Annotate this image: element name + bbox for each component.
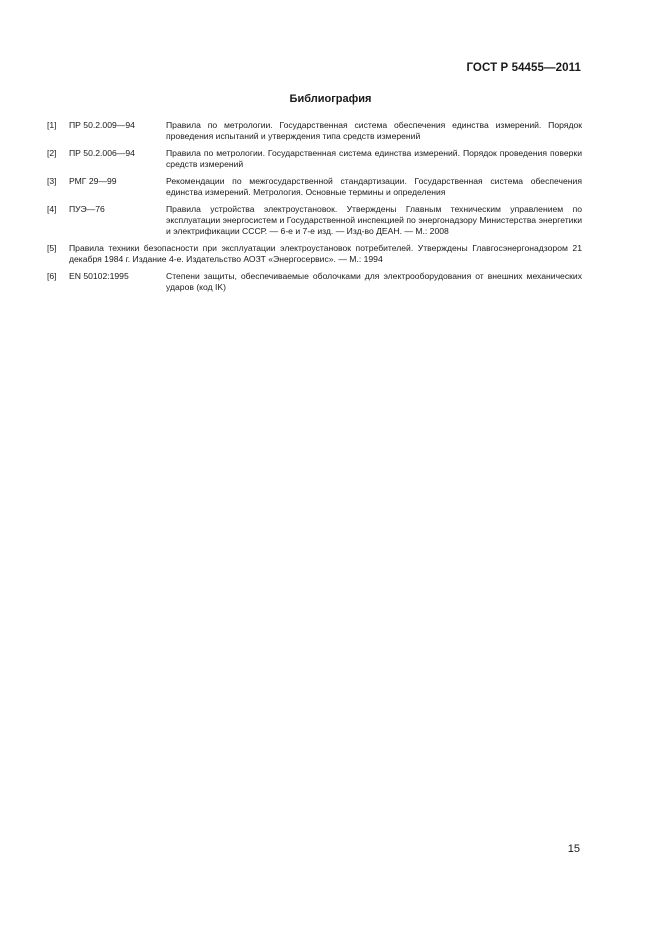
entry-text: Рекомендации по межгосударственной стандартизации. Государственная система обеспечения единства измерений. Метрология. Основные термины и определения	[166, 176, 582, 197]
entry-text: Степени защиты, обеспечиваемые оболочками для электрооборудования от внешних механических ударов (код IK)	[166, 271, 582, 292]
entry-code: РМГ 29—99	[69, 176, 117, 186]
bibliography-entry-5	[47, 243, 582, 265]
entry-number: [3]	[47, 176, 57, 186]
bibliography-entry-2	[47, 148, 582, 170]
entry-code: ПР 50.2.006—94	[69, 148, 135, 158]
entry-number: [5]	[47, 243, 57, 253]
entry-number: [2]	[47, 148, 57, 158]
entry-code: ПУЭ—76	[69, 204, 105, 214]
entry-text: Правила техники безопасности при эксплуатации электроустановок потребителей. Утверждены Главгосэнергонадзором 21 декабря 1984 г. Издание 4-е. Издательство АОЗТ «Энергосервис». — М.: 1994	[69, 243, 582, 264]
bibliography-entry-1	[47, 120, 582, 142]
bibliography-entry-3	[47, 176, 582, 198]
entry-text: Правила по метрологии. Государственная система обеспечения единства измерений. Порядок проведения испытаний и утверждения типа средств измерений	[166, 120, 582, 141]
entry-text: Правила устройства электроустановок. Утверждены Главным техническим управлением по эксплуатации энергосистем и Государственной инспекцией по энергонадзору Министерства энергетики и электрификации СССР. — 6-е и 7-е изд. — Изд-во ДЕАН. — М.: 2008	[166, 204, 582, 236]
entry-number: [1]	[47, 120, 57, 130]
entry-number: [4]	[47, 204, 57, 214]
page-number: 15	[567, 843, 580, 855]
bibliography-entry-6	[47, 271, 582, 293]
section-title: Библиография	[289, 93, 372, 105]
document-id-header: ГОСТ Р 54455—2011	[466, 62, 581, 74]
entry-code: ПР 50.2.009—94	[69, 120, 135, 130]
entry-code: EN 50102:1995	[69, 271, 129, 281]
entry-text: Правила по метрологии. Государственная система единства измерений. Порядок проведения поверки средств измерений	[166, 148, 582, 169]
bibliography-entry-4	[47, 204, 582, 237]
bibliography-list	[47, 120, 582, 299]
entry-number: [6]	[47, 271, 57, 281]
